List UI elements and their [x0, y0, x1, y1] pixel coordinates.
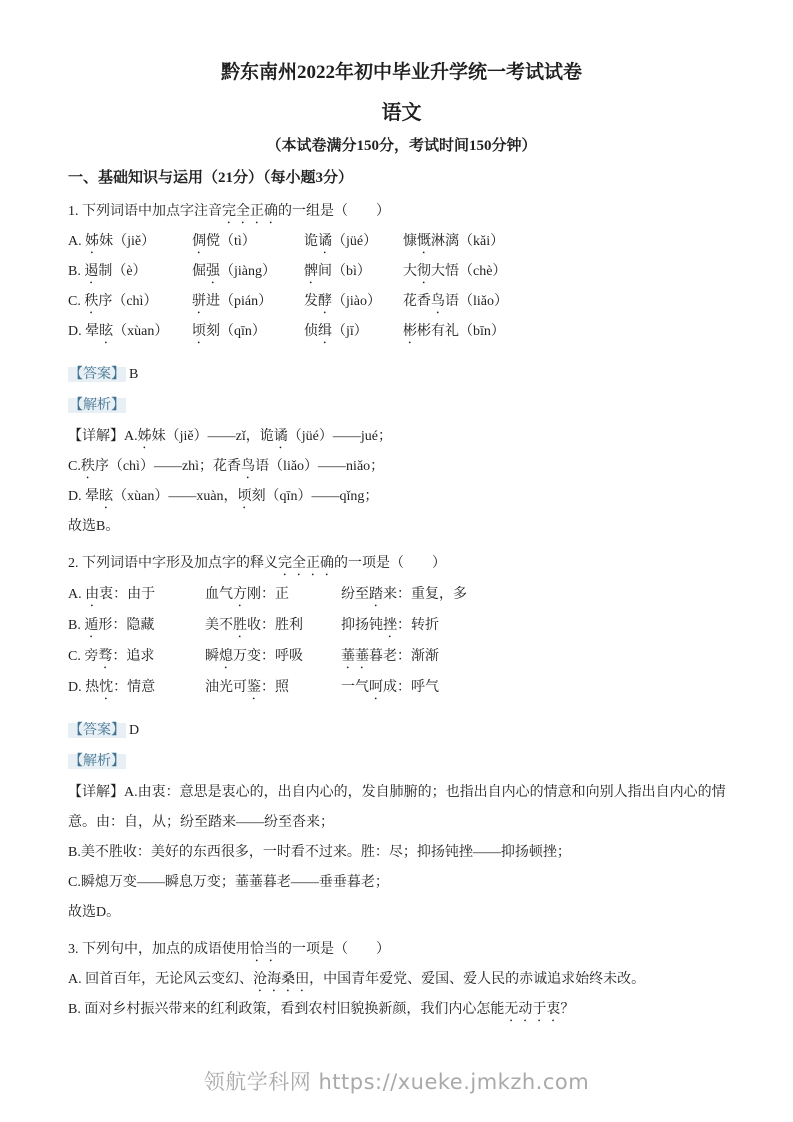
detail-line: C.瞬熄万变——瞬息万变；菙菙暮老——垂垂暮老； [68, 875, 389, 890]
option-cell: 美不胜收：胜利 [205, 618, 303, 633]
option-cell: D. 晕眩（xùan） [68, 324, 169, 339]
question-2-stem: 2. 下列词语中字形及加点字的释义完全正确的一项是（ ） [68, 556, 446, 571]
option-cell: B. 遁形：隐藏 [68, 618, 155, 633]
question-2 [68, 549, 735, 928]
option-cell: A. 由衷：由于 [68, 587, 156, 602]
option-cell: 诡谲（jüé） [304, 234, 378, 249]
answer-label: 【答案】 [69, 723, 125, 738]
option-cell: C. 秩序（chì） [68, 294, 158, 309]
detail-line: 【详解】A.由衷：意思是衷心的，出自内心的，发自肺腑的；也指出自内心的情意和向别人指出自内心的情意。由：自，从；纷至踏来——纷至沓来； [68, 785, 726, 830]
option-line-b: B. 面对乡村振兴带来的红利政策，看到农村旧貌换新颜，我们内心怎能无动于衷？ [68, 1002, 575, 1017]
detail-line: D. 晕眩（xùan）——xuàn，顷刻（qīn）——qǐng； [68, 489, 379, 504]
option-cell: C. 旁骛：追求 [68, 649, 155, 664]
option-cell: B. 遏制（è） [68, 264, 147, 279]
paper-title: 黔东南州2022年初中毕业升学统一考试试卷 [220, 62, 582, 83]
option-cell: 一气呵成：呼气 [341, 680, 439, 695]
option-cell: 菙菙暮老：渐渐 [341, 649, 439, 664]
question-1-options [68, 227, 735, 347]
option-cell: 血气方刚：正 [205, 587, 289, 602]
option-cell: 骈进（pián） [192, 294, 273, 309]
option-cell: 瞬熄万变：呼吸 [205, 649, 303, 664]
analysis-label: 【解析】 [69, 398, 125, 413]
option-cell: D. 热忱：情意 [68, 680, 156, 695]
option-cell: 抑扬钝挫：转折 [341, 618, 439, 633]
analysis-label: 【解析】 [69, 754, 125, 769]
option-cell: 髀间（bì） [304, 264, 371, 279]
question-3 [68, 935, 735, 1025]
question-3-stem: 3. 下列句中，加点的成语使用恰当的一项是（ ） [68, 942, 390, 957]
option-cell: 顷刻（qīn） [192, 324, 266, 339]
option-cell: 花香鸟语（liǎo） [403, 294, 508, 309]
watermark [0, 1066, 793, 1096]
detail-line: 故选B。 [68, 519, 120, 534]
option-cell: A. 姊妹（jiě） [68, 234, 156, 249]
question-2-options [68, 579, 735, 703]
question-2-answer-line [68, 715, 735, 746]
option-cell: 侦缉（jī） [304, 324, 368, 339]
answer-value: B [129, 367, 139, 382]
watermark-text: 领航学科网 https://xueke.jmkzh.com [203, 1070, 590, 1094]
option-cell: 发酵（jiào） [304, 294, 381, 309]
option-cell: 倔强（jiàng） [192, 264, 276, 279]
answer-value: D [129, 723, 140, 738]
subject-title: 语文 [381, 102, 422, 124]
question-1 [68, 197, 735, 542]
detail-line: C.秩序（chì）——zhì；花香鸟语（liǎo）——niǎo； [68, 459, 385, 474]
question-1-stem: 1. 下列词语中加点字注音完全正确的一组是（ ） [68, 204, 390, 219]
option-cell: 慷慨淋漓（kǎi） [403, 234, 505, 249]
option-cell: 纷至踏来：重复，多 [341, 587, 467, 602]
option-cell: 大彻大悟（chè） [403, 264, 507, 279]
detail-line: B.美不胜收：美好的东西很多，一时看不过来。胜：尽；抑扬钝挫——抑扬顿挫； [68, 845, 571, 860]
question-1-analysis-line [68, 390, 735, 422]
option-cell: 倜傥（tì） [192, 234, 256, 249]
answer-label: 【答案】 [69, 367, 125, 382]
option-cell: 彬彬有礼（bīn） [403, 324, 505, 339]
option-cell: 油光可鉴：照 [205, 680, 289, 695]
section-heading: 一、基础知识与运用（21分）（每小题3分） [68, 170, 354, 186]
exam-info: （本试卷满分150分，考试时间150分钟） [266, 138, 537, 154]
detail-line: 故选D。 [68, 905, 121, 920]
question-1-answer-line [68, 359, 735, 390]
option-line-a: A. 回首百年，无论风云变幻、沧海桑田，中国青年爱党、爱国、爱人民的赤诚追求始终未改。 [68, 972, 646, 987]
detail-line: 【详解】A.姊妹（jiě）——zǐ，诡谲（jüé）——jué； [68, 429, 392, 444]
question-2-analysis-line [68, 746, 735, 778]
